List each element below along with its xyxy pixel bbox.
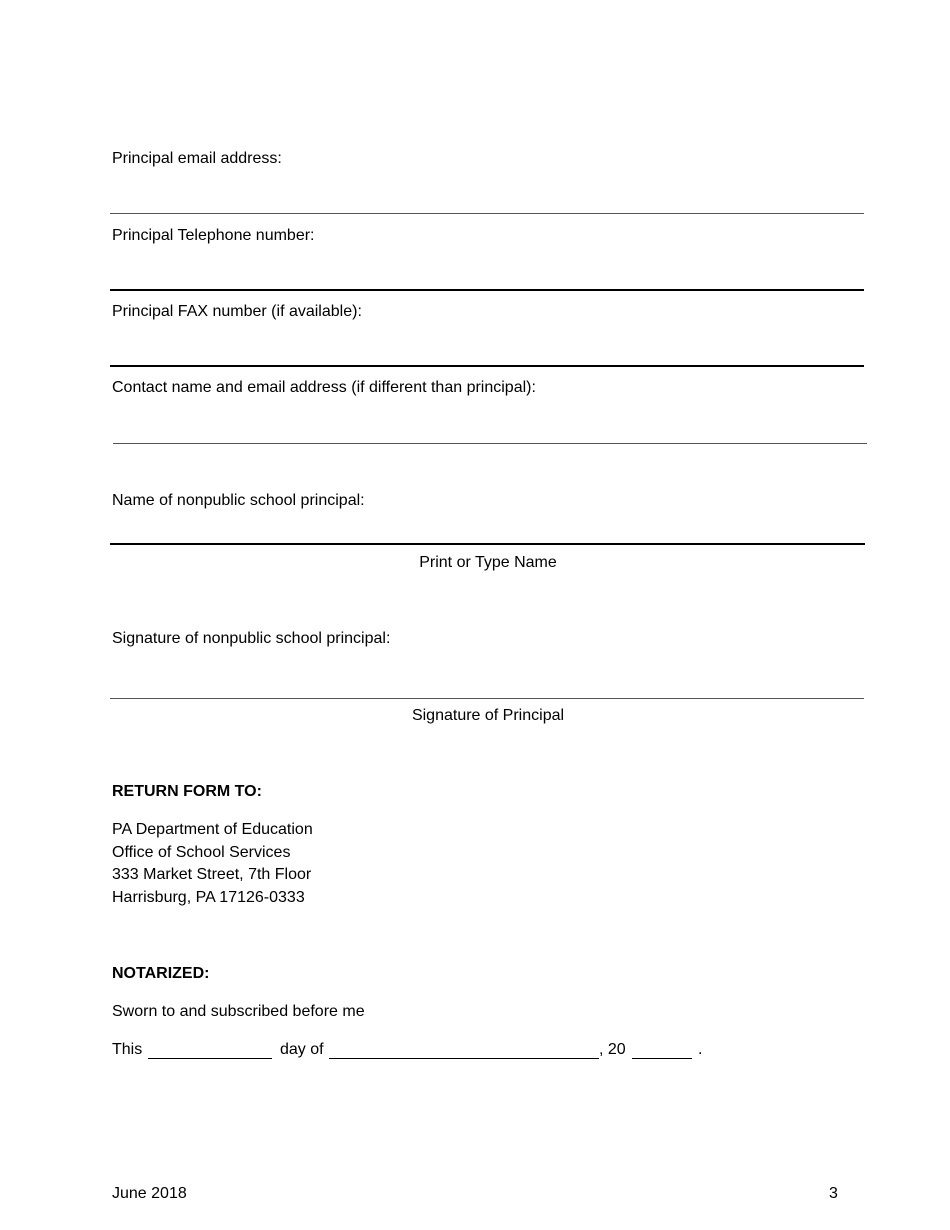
return-form-heading: RETURN FORM TO: <box>112 783 262 800</box>
principal-name-label: Name of nonpublic school principal: <box>112 492 365 509</box>
principal-email-label: Principal email address: <box>112 150 282 167</box>
signature-caption: Signature of Principal <box>411 707 565 724</box>
contact-label: Contact name and email address (if different than principal): <box>112 379 536 396</box>
principal-fax-label: Principal FAX number (if available): <box>112 303 362 320</box>
principal-signature-line[interactable] <box>110 698 864 699</box>
year-blank[interactable] <box>632 1058 692 1059</box>
address-line: Harrisburg, PA 17126-0333 <box>112 888 305 906</box>
print-name-caption: Print or Type Name <box>419 554 557 571</box>
this-text: This <box>112 1041 143 1058</box>
period-text: . <box>698 1041 703 1058</box>
principal-phone-label: Principal Telephone number: <box>112 227 315 244</box>
month-blank[interactable] <box>329 1058 599 1059</box>
principal-phone-line[interactable] <box>110 289 864 291</box>
sworn-text: Sworn to and subscribed before me <box>112 1003 365 1020</box>
principal-signature-label: Signature of nonpublic school principal: <box>112 630 391 647</box>
notarized-heading: NOTARIZED: <box>112 965 210 982</box>
address-line: Office of School Services <box>112 843 291 861</box>
day-blank[interactable] <box>148 1058 272 1059</box>
page-number: 3 <box>829 1185 838 1202</box>
day-of-text: day of <box>280 1041 324 1058</box>
address-line: 333 Market Street, 7th Floor <box>112 866 312 883</box>
principal-name-line[interactable] <box>110 543 865 545</box>
principal-fax-line[interactable] <box>110 365 864 367</box>
return-address <box>112 819 313 909</box>
year-prefix-text: , 20 <box>599 1041 626 1058</box>
principal-email-line[interactable] <box>110 213 864 214</box>
address-line: PA Department of Education <box>112 821 313 838</box>
footer-date: June 2018 <box>112 1185 187 1202</box>
contact-line[interactable] <box>113 443 867 444</box>
